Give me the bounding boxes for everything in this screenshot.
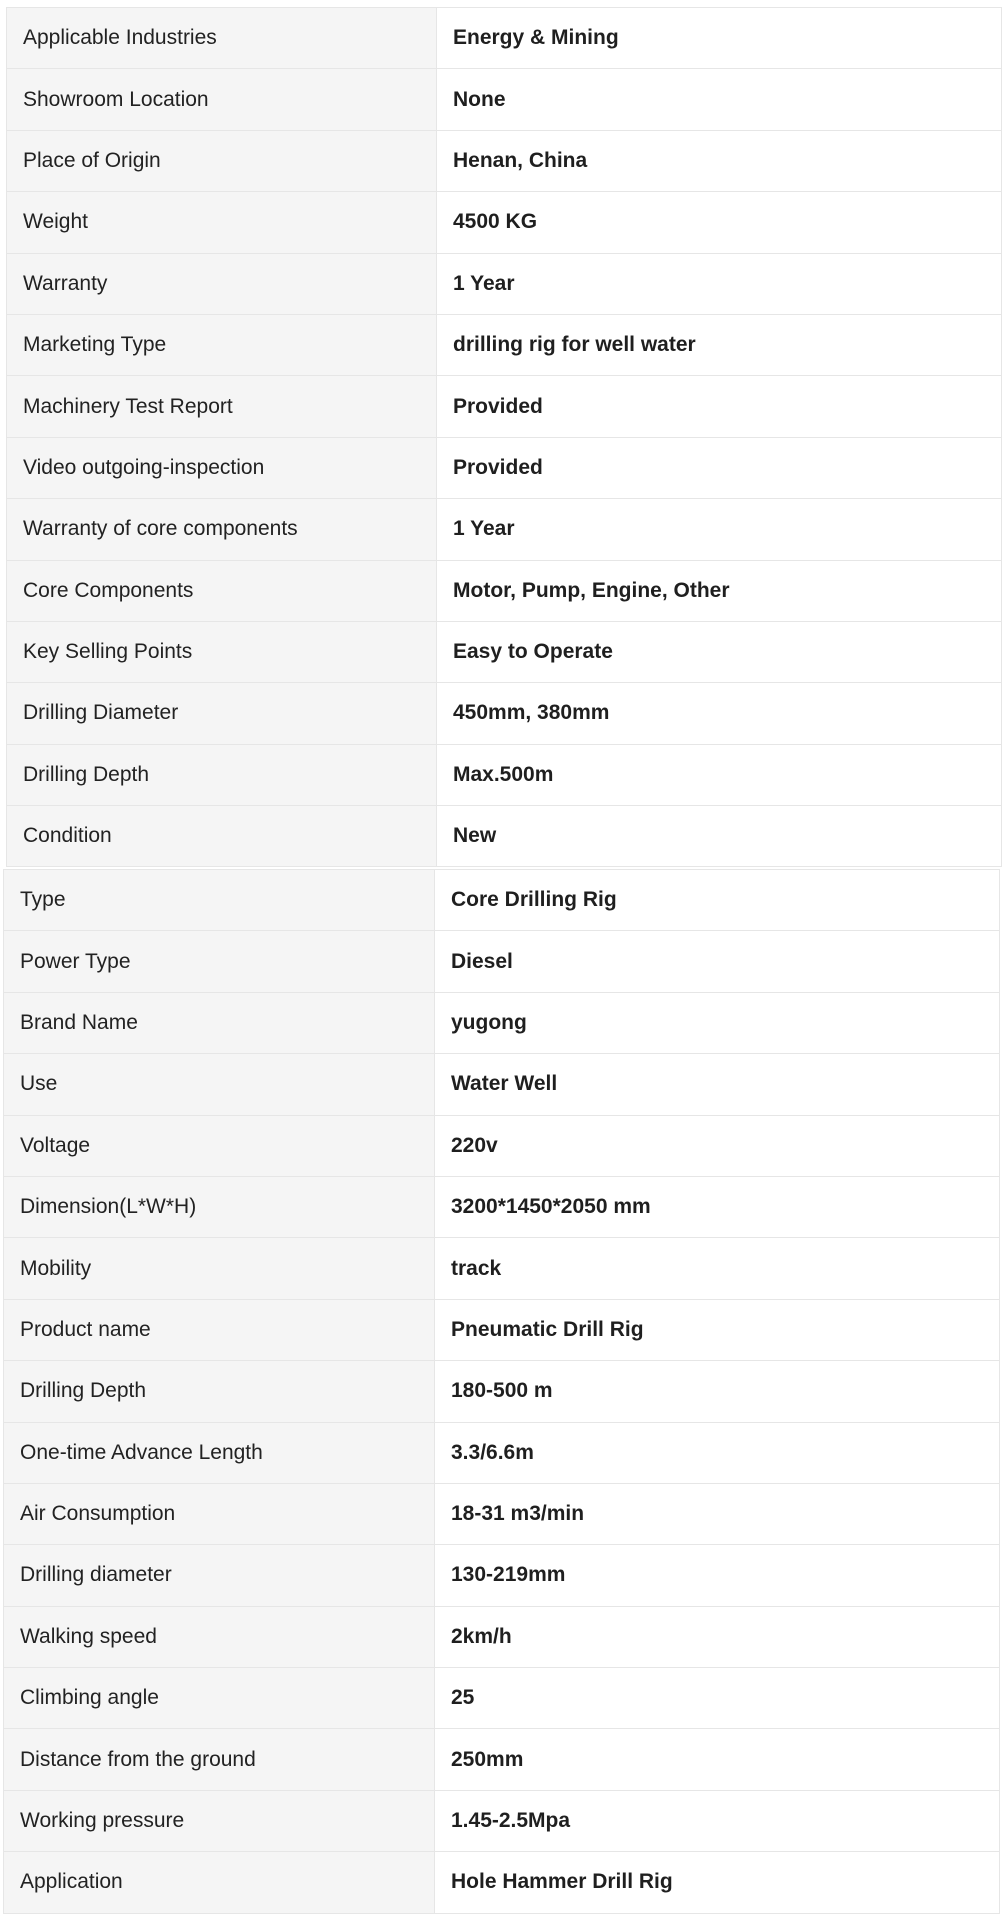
spec-table-body	[7, 8, 1002, 867]
spec-label: Application	[4, 1852, 435, 1913]
spec-row	[4, 1238, 1000, 1299]
spec-row	[7, 560, 1002, 621]
spec-value: Water Well	[435, 1054, 1000, 1115]
spec-label: Drilling Diameter	[7, 683, 437, 744]
spec-row	[4, 1361, 1000, 1422]
spec-label: Condition	[7, 806, 437, 867]
spec-row	[7, 806, 1002, 867]
spec-label: Warranty of core components	[7, 499, 437, 560]
spec-row	[4, 992, 1000, 1053]
spec-value: New	[437, 806, 1002, 867]
spec-value: Diesel	[435, 931, 1000, 992]
spec-row	[7, 376, 1002, 437]
spec-row	[4, 1729, 1000, 1790]
spec-label: Key Selling Points	[7, 621, 437, 682]
spec-label: Weight	[7, 192, 437, 253]
spec-label: Dimension(L*W*H)	[4, 1176, 435, 1237]
spec-table-body	[4, 870, 1000, 1914]
spec-label: Place of Origin	[7, 130, 437, 191]
spec-value: 25	[435, 1668, 1000, 1729]
spec-table-primary	[6, 7, 1002, 867]
spec-row	[7, 253, 1002, 314]
spec-value: Hole Hammer Drill Rig	[435, 1852, 1000, 1913]
spec-label: One-time Advance Length	[4, 1422, 435, 1483]
spec-value: Pneumatic Drill Rig	[435, 1299, 1000, 1360]
spec-row	[4, 1483, 1000, 1544]
spec-value: yugong	[435, 992, 1000, 1053]
spec-row	[4, 1115, 1000, 1176]
spec-row	[7, 744, 1002, 805]
spec-row	[4, 1606, 1000, 1667]
spec-label: Core Components	[7, 560, 437, 621]
spec-label: Working pressure	[4, 1790, 435, 1851]
spec-value: drilling rig for well water	[437, 314, 1002, 375]
spec-value: 130-219mm	[435, 1545, 1000, 1606]
spec-value: 180-500 m	[435, 1361, 1000, 1422]
spec-label: Distance from the ground	[4, 1729, 435, 1790]
spec-value: 220v	[435, 1115, 1000, 1176]
spec-value: 4500 KG	[437, 192, 1002, 253]
spec-value: 3200*1450*2050 mm	[435, 1176, 1000, 1237]
spec-row	[4, 1054, 1000, 1115]
spec-value: 2km/h	[435, 1606, 1000, 1667]
spec-label: Drilling Depth	[4, 1361, 435, 1422]
spec-value: Henan, China	[437, 130, 1002, 191]
spec-row	[7, 8, 1002, 69]
spec-row	[7, 683, 1002, 744]
spec-value: None	[437, 69, 1002, 130]
spec-value: Motor, Pump, Engine, Other	[437, 560, 1002, 621]
spec-label: Machinery Test Report	[7, 376, 437, 437]
spec-row	[7, 499, 1002, 560]
spec-value: Provided	[437, 437, 1002, 498]
spec-label: Voltage	[4, 1115, 435, 1176]
spec-row	[4, 1852, 1000, 1913]
spec-label: Marketing Type	[7, 314, 437, 375]
spec-row	[7, 437, 1002, 498]
spec-label: Product name	[4, 1299, 435, 1360]
spec-label: Applicable Industries	[7, 8, 437, 69]
spec-value: Provided	[437, 376, 1002, 437]
spec-row	[4, 1422, 1000, 1483]
spec-value: 3.3/6.6m	[435, 1422, 1000, 1483]
spec-row	[4, 1299, 1000, 1360]
spec-row	[7, 130, 1002, 191]
spec-value: 18-31 m3/min	[435, 1483, 1000, 1544]
spec-label: Drilling diameter	[4, 1545, 435, 1606]
spec-value: 1 Year	[437, 253, 1002, 314]
spec-value: Max.500m	[437, 744, 1002, 805]
spec-row	[4, 1668, 1000, 1729]
spec-label: Walking speed	[4, 1606, 435, 1667]
spec-row	[7, 314, 1002, 375]
spec-label: Brand Name	[4, 992, 435, 1053]
spec-row	[4, 1790, 1000, 1851]
spec-value: 1.45-2.5Mpa	[435, 1790, 1000, 1851]
spec-row	[7, 192, 1002, 253]
spec-value: Easy to Operate	[437, 621, 1002, 682]
spec-row	[4, 870, 1000, 931]
spec-label: Showroom Location	[7, 69, 437, 130]
spec-label: Drilling Depth	[7, 744, 437, 805]
spec-label: Use	[4, 1054, 435, 1115]
spec-row	[7, 621, 1002, 682]
spec-row	[4, 1545, 1000, 1606]
spec-label: Type	[4, 870, 435, 931]
spec-value: 1 Year	[437, 499, 1002, 560]
spec-value: Energy & Mining	[437, 8, 1002, 69]
spec-row	[4, 931, 1000, 992]
spec-row	[4, 1176, 1000, 1237]
spec-row	[7, 69, 1002, 130]
spec-table-secondary	[3, 869, 1000, 1914]
spec-label: Air Consumption	[4, 1483, 435, 1544]
spec-label: Power Type	[4, 931, 435, 992]
spec-label: Climbing angle	[4, 1668, 435, 1729]
spec-label: Mobility	[4, 1238, 435, 1299]
spec-label: Warranty	[7, 253, 437, 314]
spec-value: 250mm	[435, 1729, 1000, 1790]
spec-value: 450mm, 380mm	[437, 683, 1002, 744]
spec-label: Video outgoing-inspection	[7, 437, 437, 498]
spec-value: track	[435, 1238, 1000, 1299]
spec-value: Core Drilling Rig	[435, 870, 1000, 931]
